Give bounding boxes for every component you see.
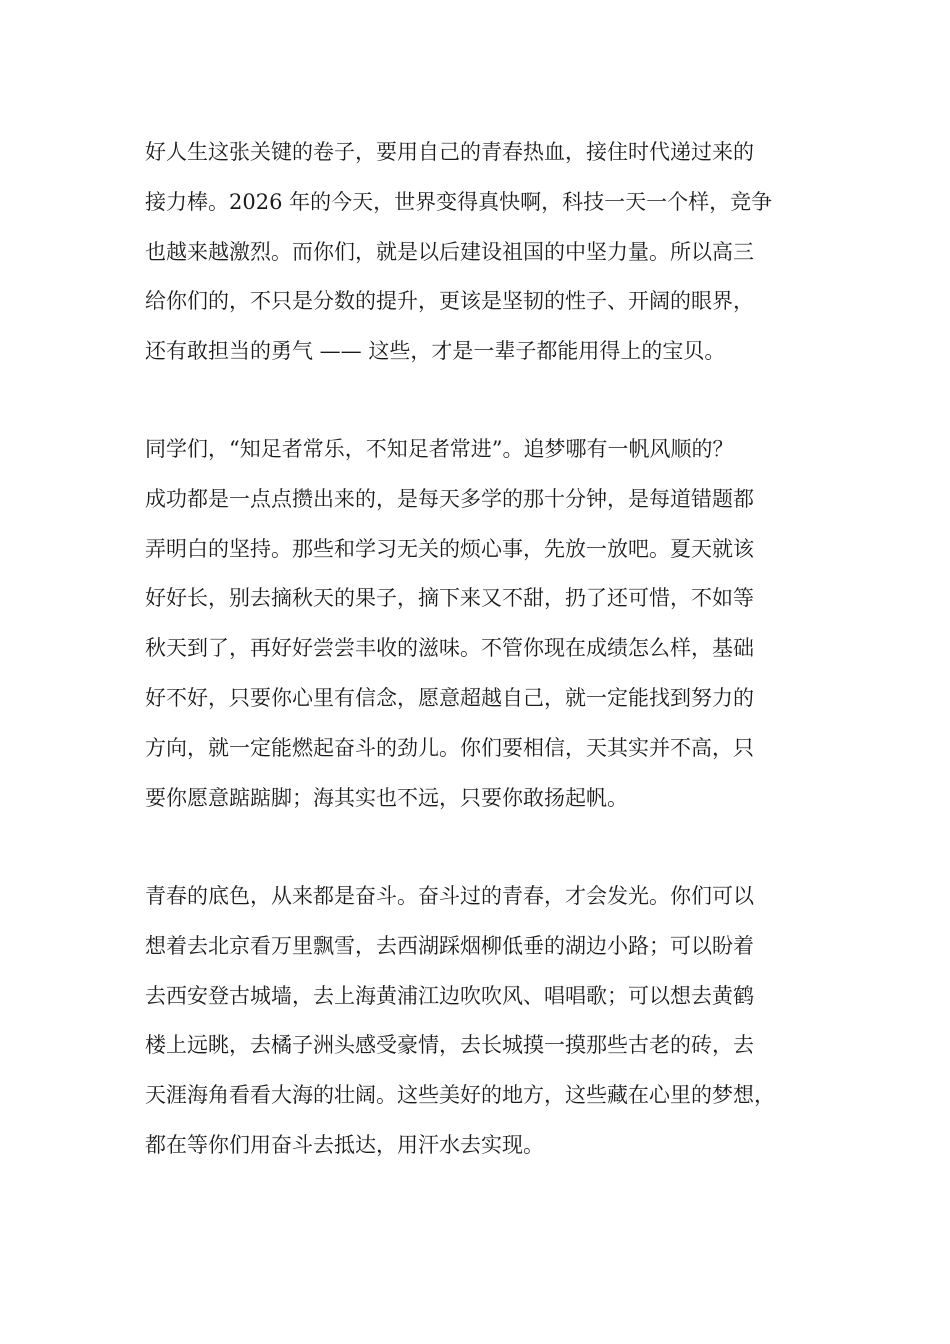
text-line: 接力棒。2026 年的今天，世界变得真快啊，科技一天一个样，竞争 <box>145 189 773 214</box>
text-line: 同学们，“知足者常乐，不知足者常进”。追梦哪有一帆风顺的？ <box>145 437 734 461</box>
text-line: 好人生这张关键的卷子，要用自己的青春热血，接住时代递过来的 <box>145 140 754 164</box>
text-line: 楼上远眺，去橘子洲头感受豪情，去长城摸一摸那些古老的砖，去 <box>145 1033 754 1058</box>
paragraph-3 <box>145 872 835 1171</box>
text-line: 好好长，别去摘秋天的果子，摘下来又不甜，扔了还可惜，不如等 <box>145 586 754 611</box>
text-line: 方向，就一定能燃起奋斗的劲儿。你们要相信，天其实并不高，只 <box>145 735 754 760</box>
text-line: 好不好，只要你心里有信念，愿意超越自己，就一定能找到努力的 <box>145 685 754 710</box>
text-line: 给你们的，不只是分数的提升，更该是坚韧的性子、开阔的眼界， <box>145 289 754 314</box>
paragraph-2 <box>145 425 835 823</box>
text-line: 成功都是一点点攒出来的，是每天多学的那十分钟，是每道错题都 <box>145 486 754 511</box>
text-line: 去西安登古城墙，去上海黄浦江边吹吹风、唱唱歌；可以想去黄鹤 <box>145 983 754 1008</box>
text-line: 天涯海角看看大海的壮阔。这些美好的地方，这些藏在心里的梦想， <box>145 1083 775 1108</box>
text-line: 要你愿意踮踮脚；海其实也不远，只要你敢扬起帆。 <box>145 785 628 810</box>
text-line: 弄明白的坚持。那些和学习无关的烦心事，先放一放吧。夏天就该 <box>145 536 754 561</box>
text-line: 秋天到了，再好好尝尝丰收的滋味。不管你现在成绩怎么样，基础 <box>145 636 754 661</box>
text-line: 都在等你们用奋斗去抵达，用汗水去实现。 <box>145 1132 544 1157</box>
text-line: 还有敢担当的勇气 —— 这些，才是一辈子都能用得上的宝贝。 <box>145 339 726 364</box>
text-line: 也越来越激烈。而你们，就是以后建设祖国的中坚力量。所以高三 <box>145 239 754 264</box>
text-line: 想着去北京看万里飘雪，去西湖踩烟柳低垂的湖边小路；可以盼着 <box>145 933 754 958</box>
paragraph-1 <box>145 128 835 377</box>
text-line: 青春的底色，从来都是奋斗。奋斗过的青春，才会发光。你们可以 <box>145 884 754 908</box>
